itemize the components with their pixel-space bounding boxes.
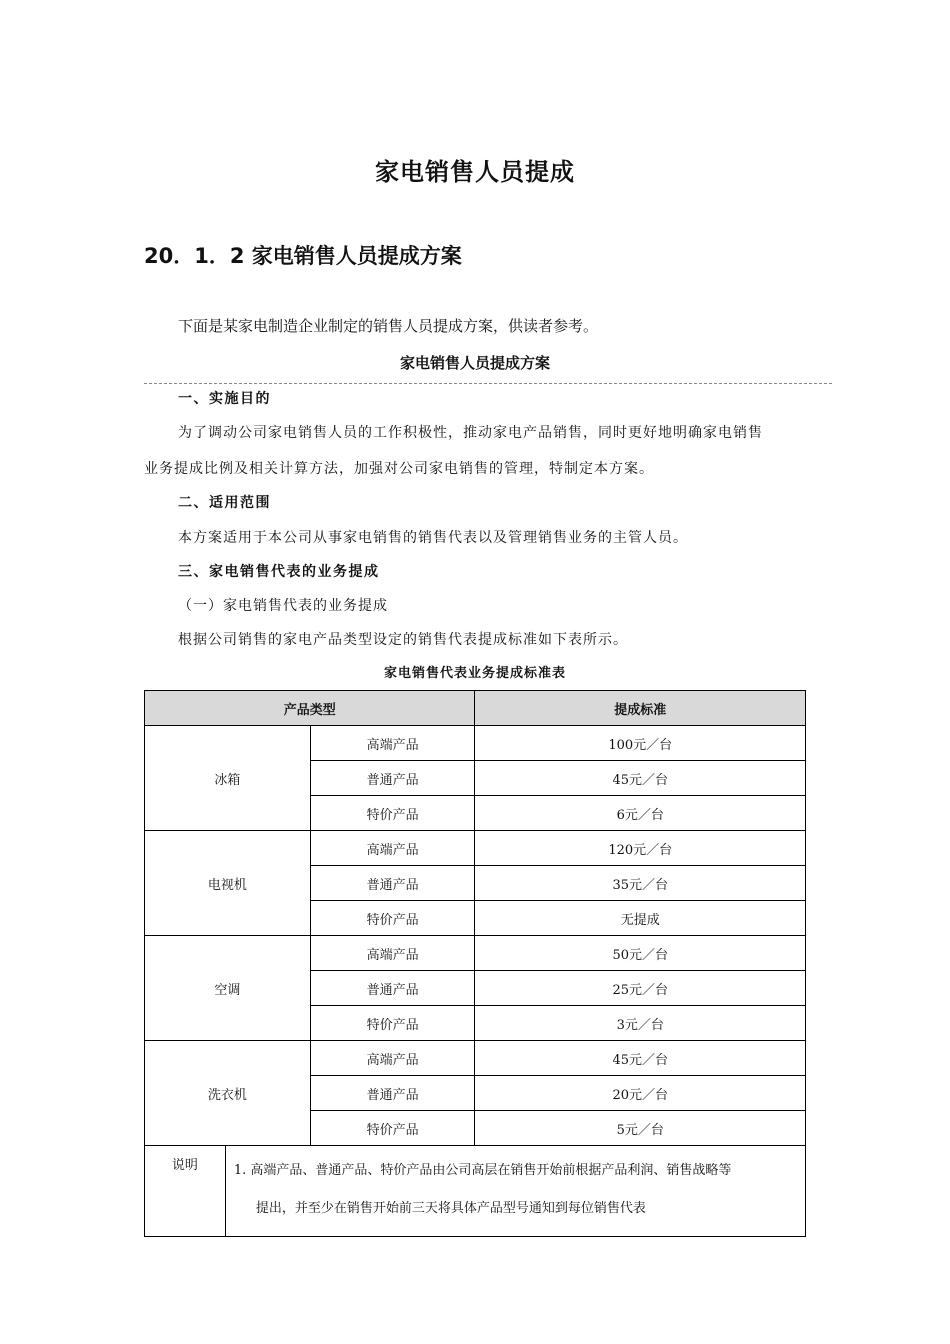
rate-cell: 20元／台	[475, 1076, 806, 1111]
table-header-row	[145, 691, 806, 726]
table-row	[145, 726, 806, 761]
table-intro-paragraph: 根据公司销售的家电产品类型设定的销售代表提成标准如下表所示。	[178, 632, 628, 648]
tier-cell: 普通产品	[310, 1076, 475, 1111]
header-commission-rate: 提成标准	[475, 691, 806, 726]
tier-cell: 特价产品	[310, 796, 475, 831]
note-line2: 提出，并至少在销售开始前三天将具体产品型号通知到每位销售代表	[255, 1201, 646, 1216]
tier-cell: 高端产品	[310, 831, 475, 866]
scope-paragraph: 本方案适用于本公司从事家电销售的销售代表以及管理销售业务的主管人员。	[178, 530, 688, 546]
document-title: 家电销售人员提成	[375, 158, 575, 186]
intro-paragraph: 下面是某家电制造企业制定的销售人员提成方案，供读者参考。	[178, 317, 599, 335]
rate-cell: 6元／台	[475, 796, 806, 831]
tier-cell: 高端产品	[310, 1041, 475, 1076]
category-cell: 冰箱	[145, 726, 311, 831]
tier-cell: 特价产品	[310, 1111, 475, 1146]
rate-cell: 100元／台	[475, 726, 806, 761]
commission-table	[144, 690, 806, 1237]
section-heading: 20．1．2 家电销售人员提成方案	[144, 244, 462, 268]
dashed-divider	[144, 383, 832, 384]
rate-cell: 25元／台	[475, 971, 806, 1006]
tier-cell: 高端产品	[310, 726, 475, 761]
tier-cell: 普通产品	[310, 761, 475, 796]
note-line1: 1. 高端产品、普通产品、特价产品由公司高层在销售开始前根据产品利润、销售战略等	[233, 1163, 732, 1178]
rate-cell: 45元／台	[475, 1041, 806, 1076]
purpose-paragraph-line1: 为了调动公司家电销售人员的工作积极性，推动家电产品销售，同时更好地明确家电销售	[178, 425, 763, 441]
tier-cell: 特价产品	[310, 901, 475, 936]
heading-purpose: 一、实施目的	[178, 391, 271, 407]
rate-cell: 无提成	[475, 901, 806, 936]
category-cell: 电视机	[145, 831, 311, 936]
rate-cell: 120元／台	[475, 831, 806, 866]
category-cell: 空调	[145, 936, 311, 1041]
table-caption: 家电销售代表业务提成标准表	[383, 666, 566, 681]
tier-cell: 普通产品	[310, 866, 475, 901]
rate-cell: 5元／台	[475, 1111, 806, 1146]
heading-commission: 三、家电销售代表的业务提成	[178, 564, 380, 580]
rate-cell: 50元／台	[475, 936, 806, 971]
subheading-commission: （一）家电销售代表的业务提成	[178, 598, 388, 614]
table-row	[145, 936, 806, 971]
tier-cell: 普通产品	[310, 971, 475, 1006]
purpose-paragraph-line2: 业务提成比例及相关计算方法，加强对公司家电销售的管理，特制定本方案。	[144, 461, 654, 477]
note-label: 说明	[145, 1146, 226, 1237]
header-product-type: 产品类型	[145, 691, 475, 726]
tier-cell: 特价产品	[310, 1006, 475, 1041]
rate-cell: 45元／台	[475, 761, 806, 796]
rate-cell: 35元／台	[475, 866, 806, 901]
note-text	[225, 1146, 805, 1237]
heading-scope: 二、适用范围	[178, 495, 271, 511]
rate-cell: 3元／台	[475, 1006, 806, 1041]
table-row	[145, 1041, 806, 1076]
plan-title: 家电销售人员提成方案	[399, 354, 550, 372]
tier-cell: 高端产品	[310, 936, 475, 971]
category-cell: 洗衣机	[145, 1041, 311, 1146]
table-note-row	[145, 1146, 806, 1237]
table-row	[145, 831, 806, 866]
